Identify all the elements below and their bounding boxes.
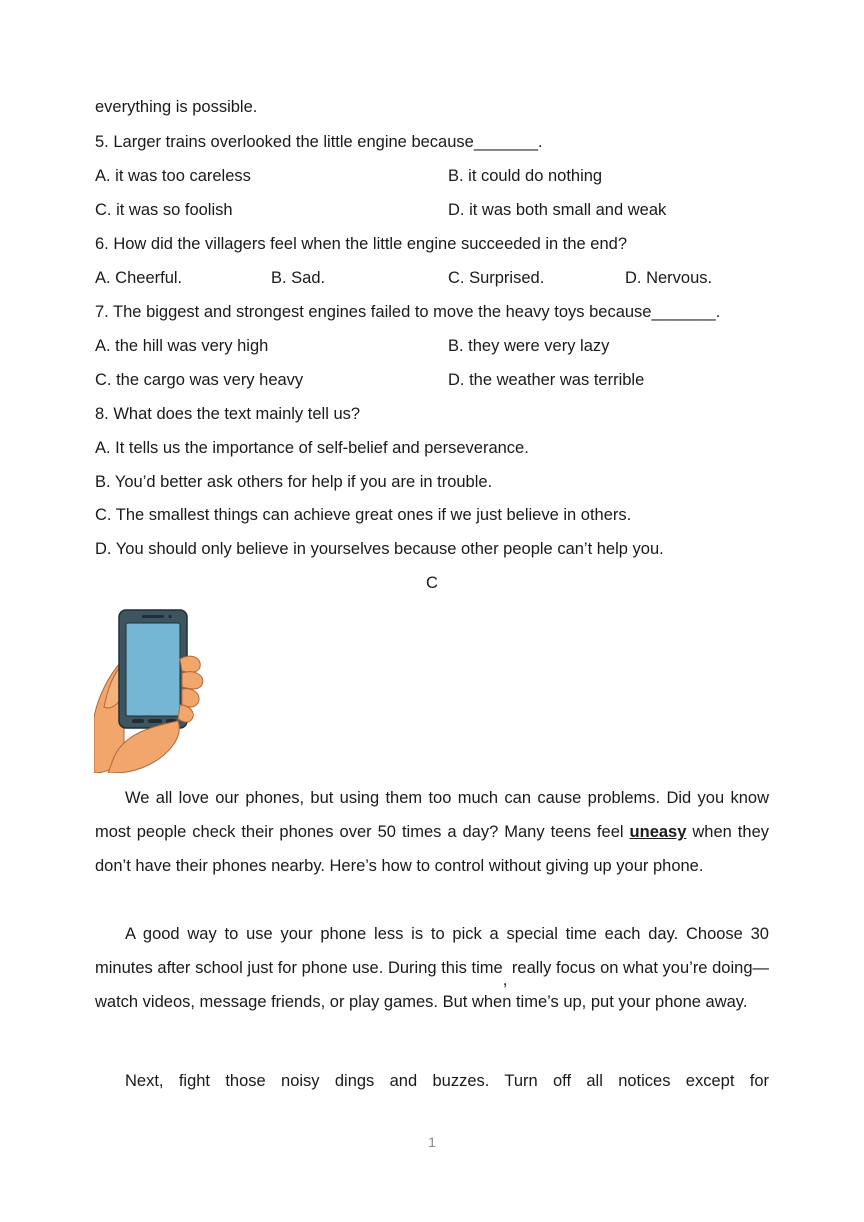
text-intro-tail: everything is possible. [95,98,258,116]
option-7d: D. the weather was terrible [448,371,645,389]
option-6c: C. Surprised. [448,269,545,287]
passage-paragraph-1 [95,781,769,883]
option-6a: A. Cheerful. [95,269,183,287]
option-5c: C. it was so foolish [95,201,233,219]
p2-text-after: really focus on what you’re doing—watch videos, message friends, or play games. But when time’s up, put your phone away. [95,959,769,1011]
question-6: 6. How did the villagers feel when the little engine succeeded in the end? [95,235,628,253]
question-8: 8. What does the text mainly tell us? [95,405,361,423]
option-8d: D. You should only believe in yourselves because other people can’t help you. [95,540,664,558]
option-7a: A. the hill was very high [95,337,269,355]
passage-paragraph-2 [95,917,769,1019]
p1-text-after: when they don’t have their phones nearby. Here’s how to control without giving up your phone. [95,823,769,875]
option-8c: C. The smallest things can achieve great ones if we just believe in others. [95,506,632,524]
section-label: C [426,574,438,592]
keyword-uneasy: uneasy [629,823,687,841]
option-6d: D. Nervous. [625,269,713,287]
p2-text-before: A good way to use your phone less is to pick a special time each day. Choose 30 minutes after school just for phone use. During this time [95,925,769,977]
option-8b: B. You’d better ask others for help if you are in trouble. [95,473,493,491]
option-7c: C. the cargo was very heavy [95,371,304,389]
option-5d: D. it was both small and weak [448,201,667,219]
p3-text: Next, fight those noisy dings and buzzes. Turn off all notices except for [125,1072,769,1090]
option-5b: B. it could do nothing [448,167,603,185]
option-8a: A. It tells us the importance of self-belief and perseverance. [95,439,529,457]
question-7: 7. The biggest and strongest engines failed to move the heavy toys because_______. [95,303,721,321]
option-5a: A. it was too careless [95,167,251,185]
p2-comma: , [502,971,508,989]
option-6b: B. Sad. [271,269,326,287]
question-5: 5. Larger trains overlooked the little engine because_______. [95,133,543,151]
passage-paragraph-3 [95,1064,769,1098]
p1-text-before: We all love our phones, but using them too much can cause problems. Did you know most people check their phones over 50 times a day? Many teens feel [95,789,769,841]
hand-holding-phone-icon [94,607,206,773]
page-number: 1 [428,1134,436,1150]
option-7b: B. they were very lazy [448,337,610,355]
